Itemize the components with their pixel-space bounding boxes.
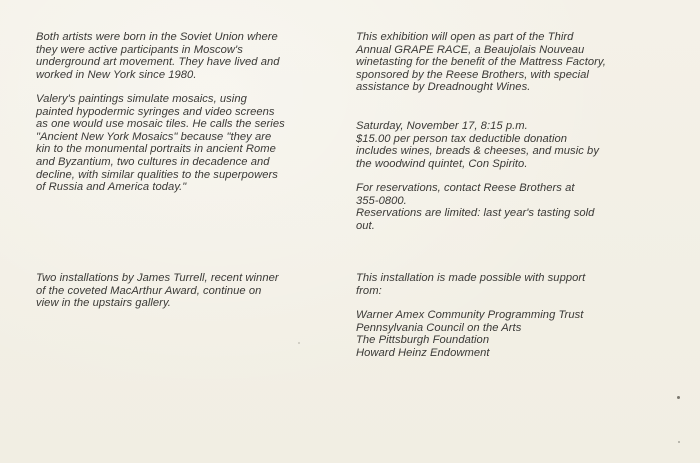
event-details-paragraph xyxy=(356,120,599,170)
text-line: underground art movement. They have lived and xyxy=(36,56,280,69)
text-line: painted hypodermic syringes and video screens xyxy=(36,105,275,118)
event-date-line: Saturday, November 17, 8:15 p.m. xyxy=(356,120,528,132)
text-line: kin to the monumental portraits in ancient Rome xyxy=(36,143,276,156)
paper-speck xyxy=(298,342,300,344)
text-line: For reservations, contact Reese Brothers at xyxy=(356,182,575,194)
text-line: Reservations are limited: last year's tasting sold xyxy=(356,207,595,220)
turrell-installations-paragraph xyxy=(36,272,279,310)
text-line: and Byzantium, two cultures in decadence and xyxy=(36,155,270,168)
text-line: out. xyxy=(356,219,375,232)
sponsors-list xyxy=(356,309,583,359)
sponsor-item: Pennsylvania Council on the Arts xyxy=(356,321,522,334)
text-line: winetasting for the benefit of the Mattress Factory, xyxy=(356,56,606,69)
text-line: decline, with similar qualities to the superpowers xyxy=(36,168,278,181)
sponsor-item: Warner Amex Community Programming Trust xyxy=(356,309,584,321)
artists-bio-paragraph xyxy=(36,31,280,81)
text-line: "Ancient New York Mosaics" because "they are xyxy=(36,130,272,143)
paper-speck xyxy=(677,396,680,399)
text-line: of Russia and America today." xyxy=(36,181,187,194)
support-statement-paragraph xyxy=(356,272,585,297)
sponsor-item: The Pittsburgh Foundation xyxy=(356,334,490,347)
text-line: Valery's paintings simulate mosaics, using xyxy=(36,93,247,105)
exhibition-opening-paragraph xyxy=(356,31,606,94)
text-line: view in the upstairs gallery. xyxy=(36,297,171,310)
text-line: as one would use mosaic tiles. He calls the series xyxy=(36,118,285,131)
text-line: This exhibition will open as part of the Third xyxy=(356,31,574,43)
phone-number-line: 355-0800. xyxy=(356,194,407,207)
paper-speck xyxy=(678,441,680,443)
text-line: $15.00 per person tax deductible donation xyxy=(356,132,568,145)
text-line: This installation is made possible with support xyxy=(356,272,586,284)
text-line: worked in New York since 1980. xyxy=(36,68,197,81)
reservations-paragraph xyxy=(356,182,594,232)
text-line: Two installations by James Turrell, recent winner xyxy=(36,272,279,284)
text-line: of the coveted MacArthur Award, continue on xyxy=(36,284,262,297)
text-line: the woodwind quintet, Con Spirito. xyxy=(356,157,528,170)
text-line: assistance by Dreadnought Wines. xyxy=(356,81,531,94)
sponsor-item: Howard Heinz Endowment xyxy=(356,346,490,359)
paintings-description-paragraph xyxy=(36,93,285,194)
text-line: includes wines, breads & cheeses, and music by xyxy=(356,145,599,158)
text-line: Both artists were born in the Soviet Union where xyxy=(36,31,278,43)
text-line: from: xyxy=(356,284,382,297)
text-line: Annual GRAPE RACE, a Beaujolais Nouveau xyxy=(356,43,585,56)
text-line: they were active participants in Moscow's xyxy=(36,43,243,56)
text-line: sponsored by the Reese Brothers, with special xyxy=(356,68,589,81)
